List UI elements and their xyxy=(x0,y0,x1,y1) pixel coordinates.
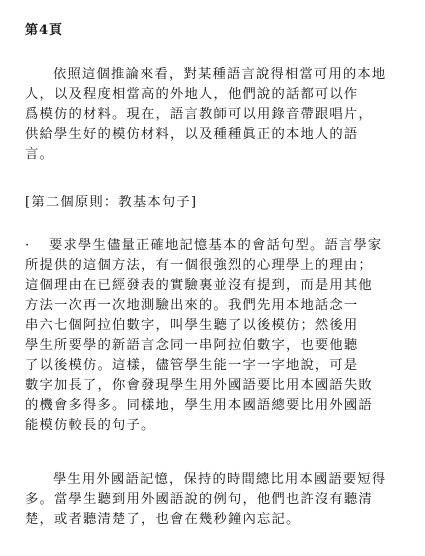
paragraph-line xyxy=(25,470,410,490)
section-heading: [第二個原則：教基本句子] xyxy=(25,195,198,210)
line-text: 學生用外國語記憶，保持的時間總比用本國語要短得 xyxy=(53,472,387,487)
bullet-mark: · xyxy=(25,238,31,253)
paragraph-line: 所提供的這個方法，有一個很強烈的心理學上的理由； xyxy=(25,258,373,273)
paragraph-line: 能模仿較長的句子。 xyxy=(25,418,156,433)
paragraph-line: 言。 xyxy=(25,147,54,162)
paragraph-line: 楚，或者聽清楚了，也會在幾秒鐘內忘記。 xyxy=(25,512,301,527)
paragraph-3 xyxy=(25,470,410,530)
paragraph-line: 爲模仿的材料。現在，語言教師可以用錄音帶跟唱片， xyxy=(25,107,373,122)
paragraph-line: 多。當學生聽到用外國語說的例句，他們也許沒有聽清 xyxy=(25,492,373,507)
paragraph-line: 的機會多得多。同樣地，學生用本國語總要比用外國語 xyxy=(25,398,373,413)
paragraph-line: 了以後模仿。這樣，儘管學生能一字一字地說，可是 xyxy=(25,358,359,373)
paragraph-line: 這個理由在已經發表的實驗裏並沒有提到，而是用其他 xyxy=(25,278,373,293)
paragraph-line: 人，以及程度相當高的外地人，他們說的話都可以作 xyxy=(25,87,359,102)
paragraph-line: 數字加長了，你會發現學生用外國語要比用本國語失敗 xyxy=(25,378,373,393)
line-text: 要求學生儘量正確地記憶基本的會話句型。語言學家 xyxy=(49,238,383,253)
paragraph-line xyxy=(25,236,410,256)
page-number: 第4頁 xyxy=(25,23,64,38)
paragraph-2 xyxy=(25,236,410,436)
paragraph-line: 方法一次再一次地測驗出來的。我們先用本地話念一 xyxy=(25,298,359,313)
line-text: 依照這個推論來看，對某種語言說得相當可用的本地 xyxy=(53,67,387,82)
paragraph-line xyxy=(25,65,410,85)
paragraph-line: 供給學生好的模仿材料，以及種種眞正的本地人的語 xyxy=(25,127,359,142)
paragraph-line: 串六七個阿拉伯數字，叫學生聽了以後模仿；然後用 xyxy=(25,318,359,333)
paragraph-1 xyxy=(25,65,410,165)
paragraph-line: 學生所要學的新語言念同一串阿拉伯數字，也要他聽 xyxy=(25,338,359,353)
